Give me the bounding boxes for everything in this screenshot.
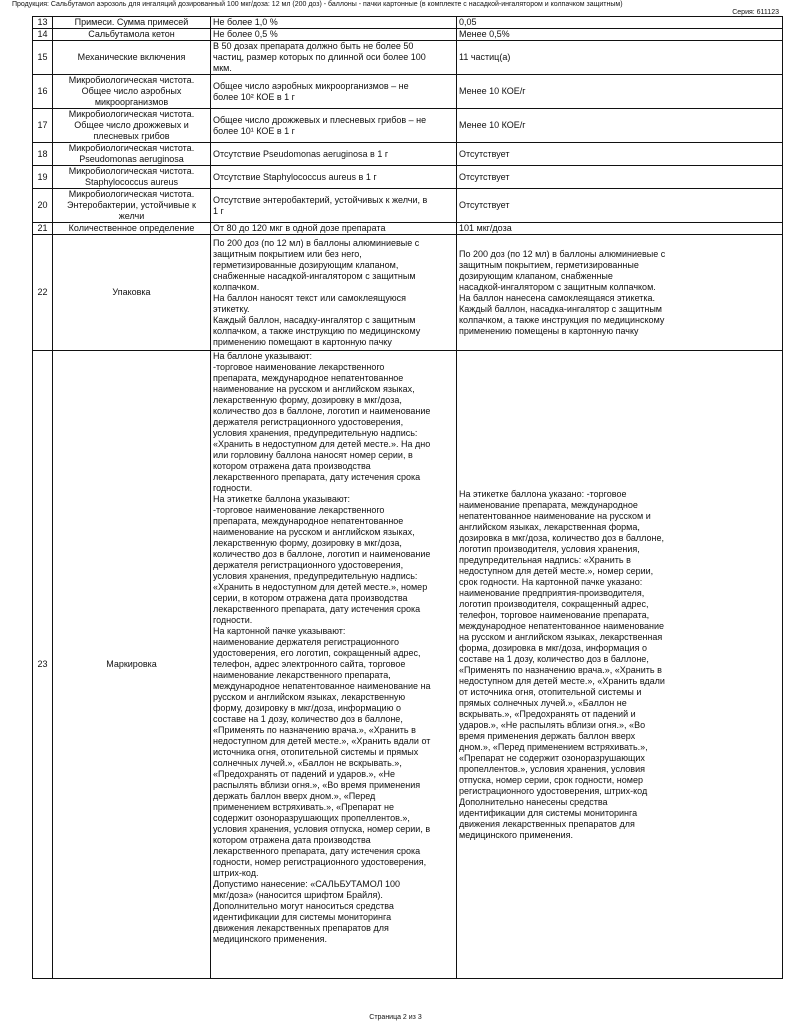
requirement-text-line: составе на 1 дозу, количество доз в баллоне,: [213, 714, 403, 724]
indicator-name: [53, 143, 211, 166]
result-text-line: Отсутствует: [459, 171, 510, 182]
requirement-text-line: серии, в котором отражена дата производства: [213, 593, 408, 603]
indicator-name-line: Микробиологическая чистота.: [68, 143, 195, 153]
requirement-text-line: В 50 дозах препарата должно быть не более 50: [213, 41, 414, 51]
indicator-name: [53, 235, 211, 351]
requirement-text-line: «Хранить в недоступном для детей месте.». На дно: [213, 439, 431, 449]
requirement-text-line: Общее число аэробных микроорганизмов – не: [213, 80, 409, 91]
requirement-text-line: герметизированные дозирующим клапаном,: [213, 259, 399, 270]
result-text: [457, 109, 783, 143]
result-text-line: телефон, торговое наименование препарата,: [459, 609, 650, 620]
requirement-text-line: Допустимо нанесение: «САЛЬБУТАМОЛ 100: [213, 879, 401, 889]
indicator-name-line: желчи: [118, 211, 145, 221]
requirement-text-line: На баллоне указывают:: [213, 351, 313, 361]
table-row: [33, 109, 783, 143]
requirement-text-line: Отсутствие энтеробактерий, устойчивых к желчи, в: [213, 194, 428, 205]
indicator-name-line: Общее число дрожжевых и: [74, 120, 189, 130]
result-text: [457, 235, 783, 351]
indicator-name-line: Pseudomonas aeruginosa: [79, 154, 184, 164]
result-text: [457, 41, 783, 75]
result-text-line: медицинского применения.: [459, 829, 574, 840]
result-text-line: наименование предприятия-производителя,: [459, 587, 645, 598]
requirement-text-line: препарата, международное непатентованное: [213, 373, 404, 383]
table-row: [33, 166, 783, 189]
indicator-name-line: Микробиологическая чистота.: [68, 166, 195, 176]
indicator-name: [53, 109, 211, 143]
indicator-name-line: Микробиологическая чистота.: [68, 109, 195, 119]
requirement-text: [211, 109, 457, 143]
document-header: Продукция: Сальбутамол аэрозоль для ингаляций дозированный 100 мкг/доза: 12 мл (200 доз) - баллоны - пачки картонные (в комплекте с насадкой-ингалятором и колпачком защитным): [12, 1, 623, 8]
requirement-text-line: наименование на русском и английском языках,: [213, 384, 415, 394]
indicator-name-line: Микробиологическая чистота.: [68, 189, 195, 199]
result-text-line: время применения держать баллон вверх: [459, 730, 636, 741]
result-text-line: форма, дозировка в мкг/доза, информация о: [459, 642, 647, 653]
requirement-text-line: распылять вблизи огня.», «Во время применения: [213, 780, 421, 790]
requirement-text: [211, 166, 457, 189]
requirement-text-line: «Предохранять от падений и ударов.», «Не: [213, 769, 395, 779]
result-text-line: насадкой-ингалятором с защитным колпачком.: [459, 281, 656, 292]
requirement-text-line: снабженные насадкой-ингалятором с защитным: [213, 270, 416, 281]
result-text: [457, 166, 783, 189]
result-text-line: «Применять по назначению врача.», «Хранить в: [459, 664, 662, 675]
result-text-line: отпуска, номер серии, срок годности, номер: [459, 774, 643, 785]
requirement-text-line: На баллон наносят текст или самоклеящуюся: [213, 292, 406, 303]
indicator-name-line: Сальбутамола кетон: [88, 29, 175, 39]
result-text-line: регистрационного удостоверения, штрих-код: [459, 785, 648, 796]
specification-table: [32, 16, 783, 979]
requirement-text-line: Не более 0,5 %: [213, 29, 278, 39]
result-text-line: пропеллентов.», условия хранения, условия: [459, 763, 645, 774]
requirement-text-line: 1 г: [213, 205, 224, 216]
result-text-line: недоступном для детей месте.», номер серии,: [459, 565, 654, 576]
result-text-line: недоступном для детей месте.», «Хранить вдали: [459, 675, 665, 686]
requirement-text-line: этикетку.: [213, 303, 250, 314]
table-row: [33, 143, 783, 166]
result-text-line: прямых солнечных лучей.», «Баллон не: [459, 697, 627, 708]
indicator-name: [53, 75, 211, 109]
requirement-text-line: годности.: [213, 483, 253, 493]
result-text-line: срок годности. На картонной пачке указано:: [459, 576, 643, 587]
requirement-text-line: частиц, размер которых по длинной оси более 100: [213, 52, 426, 62]
indicator-name-line: Механические включения: [77, 52, 186, 62]
indicator-name: [53, 189, 211, 223]
requirement-text: [211, 17, 457, 29]
requirement-text-line: лекарственную форму, дозировку в мкг/доза,: [213, 395, 402, 405]
requirement-text-line: препарата, международное непатентованное: [213, 516, 404, 526]
requirement-text-line: лекарственного препарата, дату истечения срока: [213, 472, 421, 482]
indicator-name-line: Количественное определение: [68, 223, 195, 233]
requirement-text-line: идентификации для системы мониторинга: [213, 912, 392, 922]
requirement-text-line: Дополнительно могут наноситься средства: [213, 901, 394, 911]
requirement-text-line: движения лекарственных препаратов для: [213, 923, 389, 933]
indicator-name-line: Примеси. Сумма примесей: [74, 17, 189, 27]
requirement-text-line: держать баллон вверх дном.», «Перед: [213, 791, 376, 801]
requirement-text-line: На этикетке баллона указывают:: [213, 494, 350, 504]
result-text-line: дном.», «Перед применением встряхивать.»,: [459, 741, 648, 752]
requirement-text-line: На картонной пачке указывают:: [213, 626, 346, 636]
requirement-text-line: -торговое наименование лекарственного: [213, 362, 385, 372]
result-text: [457, 223, 783, 235]
row-number: 22: [33, 235, 53, 351]
result-text-line: от источника огня, отопительной системы и: [459, 686, 642, 697]
table-row: [33, 75, 783, 109]
result-text-line: дозировка в мкг/доза, количество доз в баллоне,: [459, 532, 664, 543]
requirement-text: [211, 351, 457, 979]
result-text-line: международное непатентованное наименование: [459, 620, 665, 631]
result-text-line: 0,05: [459, 17, 477, 27]
requirement-text-line: телефон, адрес электронного сайта, торговое: [213, 659, 406, 669]
result-text-line: 101 мкг/доза: [459, 223, 512, 233]
table-row: [33, 29, 783, 41]
requirement-text-line: удостоверения, его логотип, сокращенный адрес,: [213, 648, 421, 658]
result-text-line: На этикетке баллона указано: -торговое: [459, 488, 627, 499]
indicator-name: [53, 351, 211, 979]
result-text-line: идентификации для системы мониторинга: [459, 807, 638, 818]
requirement-text-line: более 10² КОЕ в 1 г: [213, 91, 295, 102]
result-text-line: английском языках, лекарственная форма,: [459, 521, 640, 532]
requirement-text-line: лекарственного препарата, дату истечения срока: [213, 604, 421, 614]
requirement-text-line: колпачком.: [213, 281, 260, 292]
requirement-text-line: форму, дозировку в мкг/доза, информацию о: [213, 703, 401, 713]
result-text-line: наименование препарата, международное: [459, 499, 638, 510]
page-number: Страница 2 из 3: [369, 1014, 422, 1021]
requirement-text: [211, 223, 457, 235]
result-text-line: дозирующим клапаном, снабженные: [459, 270, 613, 281]
table-row: [33, 17, 783, 29]
requirement-text: [211, 29, 457, 41]
indicator-name: [53, 41, 211, 75]
result-text-line: логотип производителя, условия хранения,: [459, 543, 640, 554]
indicator-name-line: Энтеробактерии, устойчивые к: [67, 200, 196, 210]
row-number: 18: [33, 143, 53, 166]
requirement-text-line: медицинского применения.: [213, 934, 328, 944]
requirement-text-line: держателя регистрационного удостоверения,: [213, 417, 404, 427]
result-text: [457, 75, 783, 109]
requirement-text-line: условия хранения, предупредительную надпись:: [213, 571, 418, 581]
requirement-text-line: Не более 1,0 %: [213, 17, 278, 27]
requirement-text-line: -торговое наименование лекарственного: [213, 505, 385, 515]
row-number: 23: [33, 351, 53, 979]
result-text-line: Дополнительно нанесены средства: [459, 796, 608, 807]
requirement-text-line: международное непатентованное наименование на: [213, 681, 431, 691]
requirement-text-line: содержит озоноразрушающих пропеллентов.»,: [213, 813, 410, 823]
requirement-text-line: держателя регистрационного удостоверения,: [213, 560, 404, 570]
indicator-name: [53, 166, 211, 189]
requirement-text-line: наименование держателя регистрационного: [213, 637, 399, 647]
result-text-line: Отсутствует: [459, 200, 510, 210]
requirement-text-line: условия хранения, предупредительную надпись:: [213, 428, 418, 438]
batch-number: Серия: 611123: [732, 9, 779, 16]
requirement-text: [211, 143, 457, 166]
indicator-name-line: микроорганизмов: [94, 97, 169, 107]
table-row: [33, 351, 783, 979]
requirement-text-line: Каждый баллон, насадку-ингалятор с защитным: [213, 314, 416, 325]
requirement-text-line: более 10¹ КОЕ в 1 г: [213, 125, 295, 136]
result-text-line: колпачком, а также инструкция по медицинскому: [459, 314, 665, 325]
indicator-name-line: Микробиологическая чистота.: [68, 75, 195, 85]
requirement-text: [211, 189, 457, 223]
requirement-text-line: солнечных лучей.», «Баллон не вскрывать.»,: [213, 758, 402, 768]
result-text-line: движения лекарственных препаратов для: [459, 818, 635, 829]
result-text-line: 11 частиц(а): [459, 52, 511, 62]
requirement-text-line: наименование лекарственного препарата,: [213, 670, 391, 680]
table-row: [33, 223, 783, 235]
result-text-line: логотип производителя, сокращенный адрес,: [459, 598, 649, 609]
table-row: [33, 41, 783, 75]
requirement-text-line: Отсутствие Staphylococcus aureus в 1 г: [213, 171, 377, 182]
requirement-text-line: условия хранения, условия отпуска, номер серии, в: [213, 824, 431, 834]
row-number: 20: [33, 189, 53, 223]
result-text: [457, 351, 783, 979]
requirement-text-line: мкг/доза» (наносится шрифтом Брайля).: [213, 890, 383, 900]
requirement-text-line: Общее число дрожжевых и плесневых грибов – не: [213, 114, 427, 125]
result-text-line: Менее 10 КОЕ/г: [459, 120, 526, 130]
result-text: [457, 189, 783, 223]
indicator-name-line: Маркировка: [106, 659, 157, 669]
result-text-line: Каждый баллон, насадка-ингалятор с защитным: [459, 303, 662, 314]
requirement-text-line: недоступном для детей месте.», «Хранить вдали от: [213, 736, 431, 746]
requirement-text-line: источника огня, отопительной системы и прямых: [213, 747, 419, 757]
indicator-name: [53, 17, 211, 29]
result-text-line: На баллон нанесена самоклеящаяся этикетка.: [459, 292, 656, 303]
indicator-name-line: Staphylococcus aureus: [84, 177, 179, 187]
result-text-line: Менее 0,5%: [459, 29, 510, 39]
requirement-text-line: штрих-код.: [213, 868, 259, 878]
row-number: 14: [33, 29, 53, 41]
requirement-text-line: мкм.: [213, 63, 232, 73]
result-text-line: защитным покрытием, герметизированные: [459, 259, 639, 270]
result-text-line: вскрывать.», «Предохранять от падений и: [459, 708, 636, 719]
requirement-text-line: применением встряхивать.», «Препарат не: [213, 802, 394, 812]
row-number: 16: [33, 75, 53, 109]
requirement-text-line: «Применять по назначению врача.», «Хранить в: [213, 725, 416, 735]
requirement-text-line: От 80 до 120 мкг в одной дозе препарата: [213, 223, 386, 233]
table-row: [33, 235, 783, 351]
requirement-text-line: колпачком, а также инструкцию по медицинскому: [213, 325, 421, 336]
indicator-name-line: Общее число аэробных: [81, 86, 182, 96]
requirement-text-line: применению помещают в картонную пачку: [213, 336, 392, 347]
result-text-line: составе на 1 дозу, количество доз в баллоне,: [459, 653, 649, 664]
requirement-text-line: наименование на русском и английском языках,: [213, 527, 415, 537]
requirement-text-line: годности.: [213, 615, 253, 625]
requirement-text-line: лекарственного препарата, дату истечения срока: [213, 846, 421, 856]
requirement-text-line: годности, номер регистрационного удостоверения,: [213, 857, 427, 867]
requirement-text-line: защитным покрытием или без него,: [213, 248, 362, 259]
requirement-text: [211, 235, 457, 351]
indicator-name-line: плесневых грибов: [93, 131, 170, 141]
result-text-line: Менее 10 КОЕ/г: [459, 86, 526, 96]
result-text: [457, 143, 783, 166]
indicator-name-line: Упаковка: [112, 287, 151, 297]
result-text-line: «Препарат не содержит озоноразрушающих: [459, 752, 645, 763]
row-number: 13: [33, 17, 53, 29]
requirement-text-line: По 200 доз (по 12 мл) в баллоны алюминиевые с: [213, 237, 420, 248]
requirement-text-line: «Хранить в недоступном для детей месте.», номер: [213, 582, 428, 592]
result-text-line: применению помещены в картонную пачку: [459, 325, 639, 336]
row-number: 19: [33, 166, 53, 189]
requirement-text-line: лекарственную форму, дозировку в мкг/доза,: [213, 538, 402, 548]
result-text-line: ударов.», «Не распылять вблизи огня.», «Во: [459, 719, 646, 730]
result-text: [457, 29, 783, 41]
requirement-text-line: количество доз в баллоне, логотип и наименование: [213, 406, 431, 416]
requirement-text-line: Отсутствие Pseudomonas aeruginosa в 1 г: [213, 148, 389, 159]
requirement-text-line: русском и английском языках, лекарственную: [213, 692, 406, 702]
result-text-line: непатентованное наименование на русском и: [459, 510, 651, 521]
table-row: [33, 189, 783, 223]
requirement-text-line: или горловину баллона наносят номер серии, в: [213, 450, 413, 460]
indicator-name: [53, 29, 211, 41]
row-number: 15: [33, 41, 53, 75]
result-text-line: Отсутствует: [459, 148, 510, 159]
row-number: 17: [33, 109, 53, 143]
requirement-text-line: количество доз в баллоне, логотип и наименование: [213, 549, 431, 559]
requirement-text-line: котором отражена дата производства: [213, 835, 371, 845]
result-text-line: на русском и английском языках, лекарственная: [459, 631, 663, 642]
row-number: 21: [33, 223, 53, 235]
requirement-text: [211, 41, 457, 75]
indicator-name: [53, 223, 211, 235]
result-text: [457, 17, 783, 29]
result-text-line: По 200 доз (по 12 мл) в баллоны алюминиевые с: [459, 248, 666, 259]
requirement-text: [211, 75, 457, 109]
requirement-text-line: котором отражена дата производства: [213, 461, 371, 471]
result-text-line: предупредительная надпись: «Хранить в: [459, 554, 631, 565]
